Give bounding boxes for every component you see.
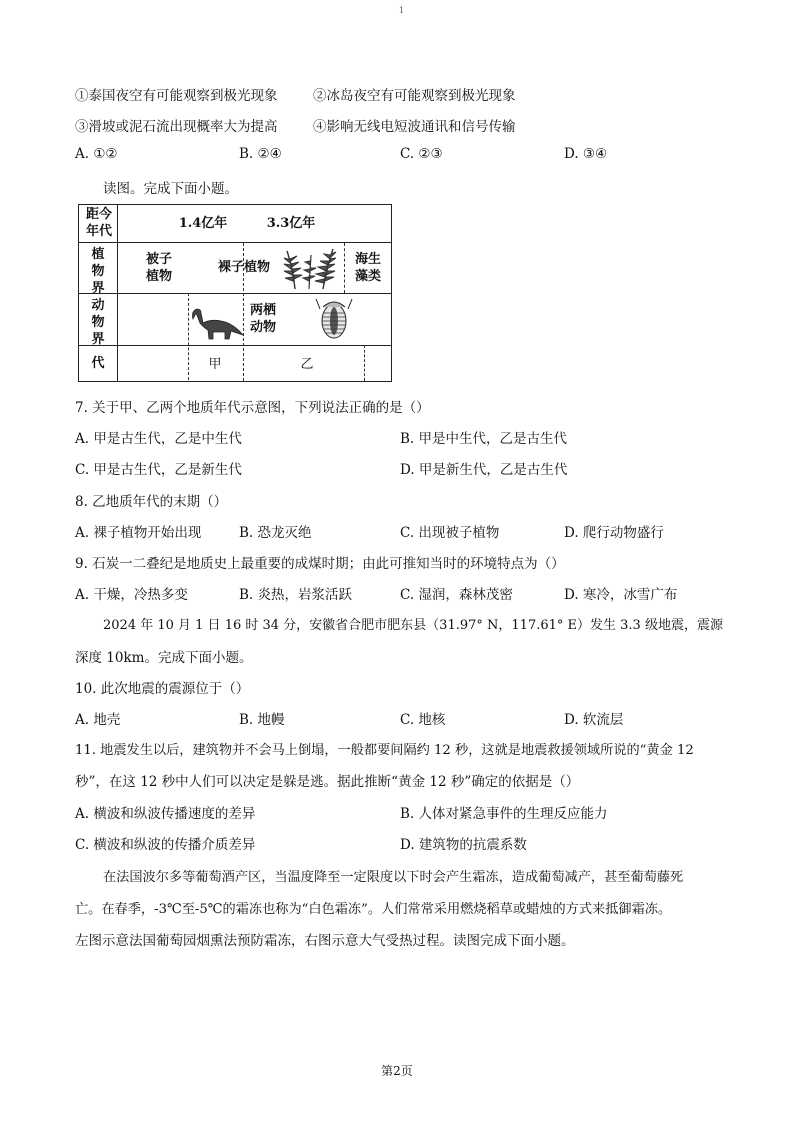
q11-options-row2 <box>75 833 715 853</box>
dinosaur-icon <box>187 301 245 343</box>
page-mark: 1 <box>399 6 405 15</box>
plant-angiosperm: 被子植物 <box>145 252 172 284</box>
q10-option-b[interactable]: B. 地幔 <box>239 712 285 728</box>
q10-option-d[interactable]: D. 软流层 <box>564 712 624 728</box>
q11-stem-line1: 11. 地震发生以后，建筑物并不会马上倒塌，一般都要间隔约 12 秒，这就是地震救援领域所说的“黄金 12 <box>75 743 694 758</box>
page-footer: 第2页 <box>381 1064 413 1078</box>
q9-option-b[interactable]: B. 炎热，岩浆活跃 <box>239 587 353 603</box>
statement-1: ①泰国夜空有可能观察到极光现象 <box>75 88 278 104</box>
q8-option-c[interactable]: C. 出现被子植物 <box>400 525 500 541</box>
q11-option-a[interactable]: A. 横波和纵波传播速度的差异 <box>75 806 256 822</box>
row-header-plant: 植物界 <box>91 247 105 296</box>
q9-stem: 9. 石炭一二叠纪是地质史上最重要的成煤时期；由此可推知当时的环境特点为（） <box>75 556 565 572</box>
table-intro: 读图。完成下面小题。 <box>103 181 238 197</box>
q9-option-c[interactable]: C. 湿润，森林茂密 <box>400 587 513 603</box>
q8-option-d[interactable]: D. 爬行动物盛行 <box>564 525 664 541</box>
q7-stem: 7. 关于甲、乙两个地质年代示意图，下列说法正确的是（） <box>75 400 430 416</box>
q7-options-row1 <box>75 427 715 447</box>
quake-intro-line2: 深度 10km。完成下面小题。 <box>75 650 253 666</box>
q8-option-a[interactable]: A. 裸子植物开始出现 <box>75 525 202 541</box>
frost-intro-line1: 在法国波尔多等葡萄酒产区，当温度降至一定限度以下时会产生霜冻，造成葡萄减产，甚至葡萄藤死 <box>103 870 684 885</box>
q7-options-row2 <box>75 458 715 478</box>
plant-gymnosperm: 裸子植物 <box>217 260 270 275</box>
q7-option-d[interactable]: D. 甲是新生代，乙是古生代 <box>400 462 568 478</box>
option-b[interactable]: B. ②④ <box>239 146 282 162</box>
statement-4: ④影响无线电短波通讯和信号传输 <box>313 119 516 135</box>
era-jia: 甲 <box>208 357 222 372</box>
q11-options-row1 <box>75 802 715 822</box>
statement-2: ②冰岛夜空有可能观察到极光现象 <box>313 88 516 104</box>
q9-options <box>75 583 715 603</box>
option-d[interactable]: D. ③④ <box>564 146 608 162</box>
q11-option-b[interactable]: B. 人体对紧急事件的生理反应能力 <box>400 806 608 822</box>
q7-option-a[interactable]: A. 甲是古生代，乙是中生代 <box>75 431 242 447</box>
q10-options <box>75 708 715 728</box>
age-label-1: 1.4亿年 <box>178 216 228 231</box>
q10-stem: 10. 此次地震的震源位于（） <box>75 681 250 697</box>
frost-intro-line3: 左图示意法国葡萄园烟熏法预防霜冻，右图示意大气受热过程。读图完成下面小题。 <box>75 933 575 949</box>
geologic-time-table <box>78 204 392 382</box>
q10-option-a[interactable]: A. 地壳 <box>75 712 121 728</box>
option-a[interactable]: A. ①② <box>75 146 118 162</box>
row-header-era: 代 <box>91 356 105 371</box>
q11-stem-line2: 秒”，在这 12 秒中人们可以决定是躲是逃。据此推断“黄金 12 秒”确定的依据是（） <box>75 774 580 790</box>
frost-intro-line2: 亡。在春季，-3℃至-5℃的霜冻也称为“白色霜冻”。人们常常采用燃烧稻草或蜡烛的方式来抵御霜冻。 <box>75 902 672 917</box>
q7-option-b[interactable]: B. 甲是中生代，乙是古生代 <box>400 431 568 447</box>
q8-options <box>75 521 715 541</box>
q11-option-d[interactable]: D. 建筑物的抗震系数 <box>400 837 527 853</box>
q9-option-a[interactable]: A. 干燥，冷热多变 <box>75 587 188 603</box>
era-yi: 乙 <box>300 357 314 372</box>
plant-algae: 海生藻类 <box>354 252 381 284</box>
q8-stem: 8. 乙地质年代的末期（） <box>75 494 228 510</box>
age-label-2: 3.3亿年 <box>266 216 316 231</box>
q8-option-b[interactable]: B. 恐龙灭绝 <box>239 525 312 541</box>
q11-option-c[interactable]: C. 横波和纵波的传播介质差异 <box>75 837 256 853</box>
animal-amphibian: 两栖动物 <box>249 303 276 335</box>
option-c[interactable]: C. ②③ <box>400 146 443 162</box>
q7-option-c[interactable]: C. 甲是古生代，乙是新生代 <box>75 462 242 478</box>
row-header-animal: 动物界 <box>91 298 105 347</box>
q10-option-c[interactable]: C. 地核 <box>400 712 446 728</box>
quake-intro-line1: 2024 年 10 月 1 日 16 时 34 分，安徽省合肥市肥东县（31.97° N，117.61° E）发生 3.3 级地震，震源 <box>103 618 723 633</box>
row-header-age: 距今年代 <box>85 207 112 239</box>
q9-option-d[interactable]: D. 寒冷，冰雪广布 <box>564 587 678 603</box>
fern-icon <box>283 245 341 291</box>
q6-options <box>75 146 715 166</box>
trilobite-icon <box>313 295 355 343</box>
statement-3: ③滑坡或泥石流出现概率大为提高 <box>75 119 278 135</box>
